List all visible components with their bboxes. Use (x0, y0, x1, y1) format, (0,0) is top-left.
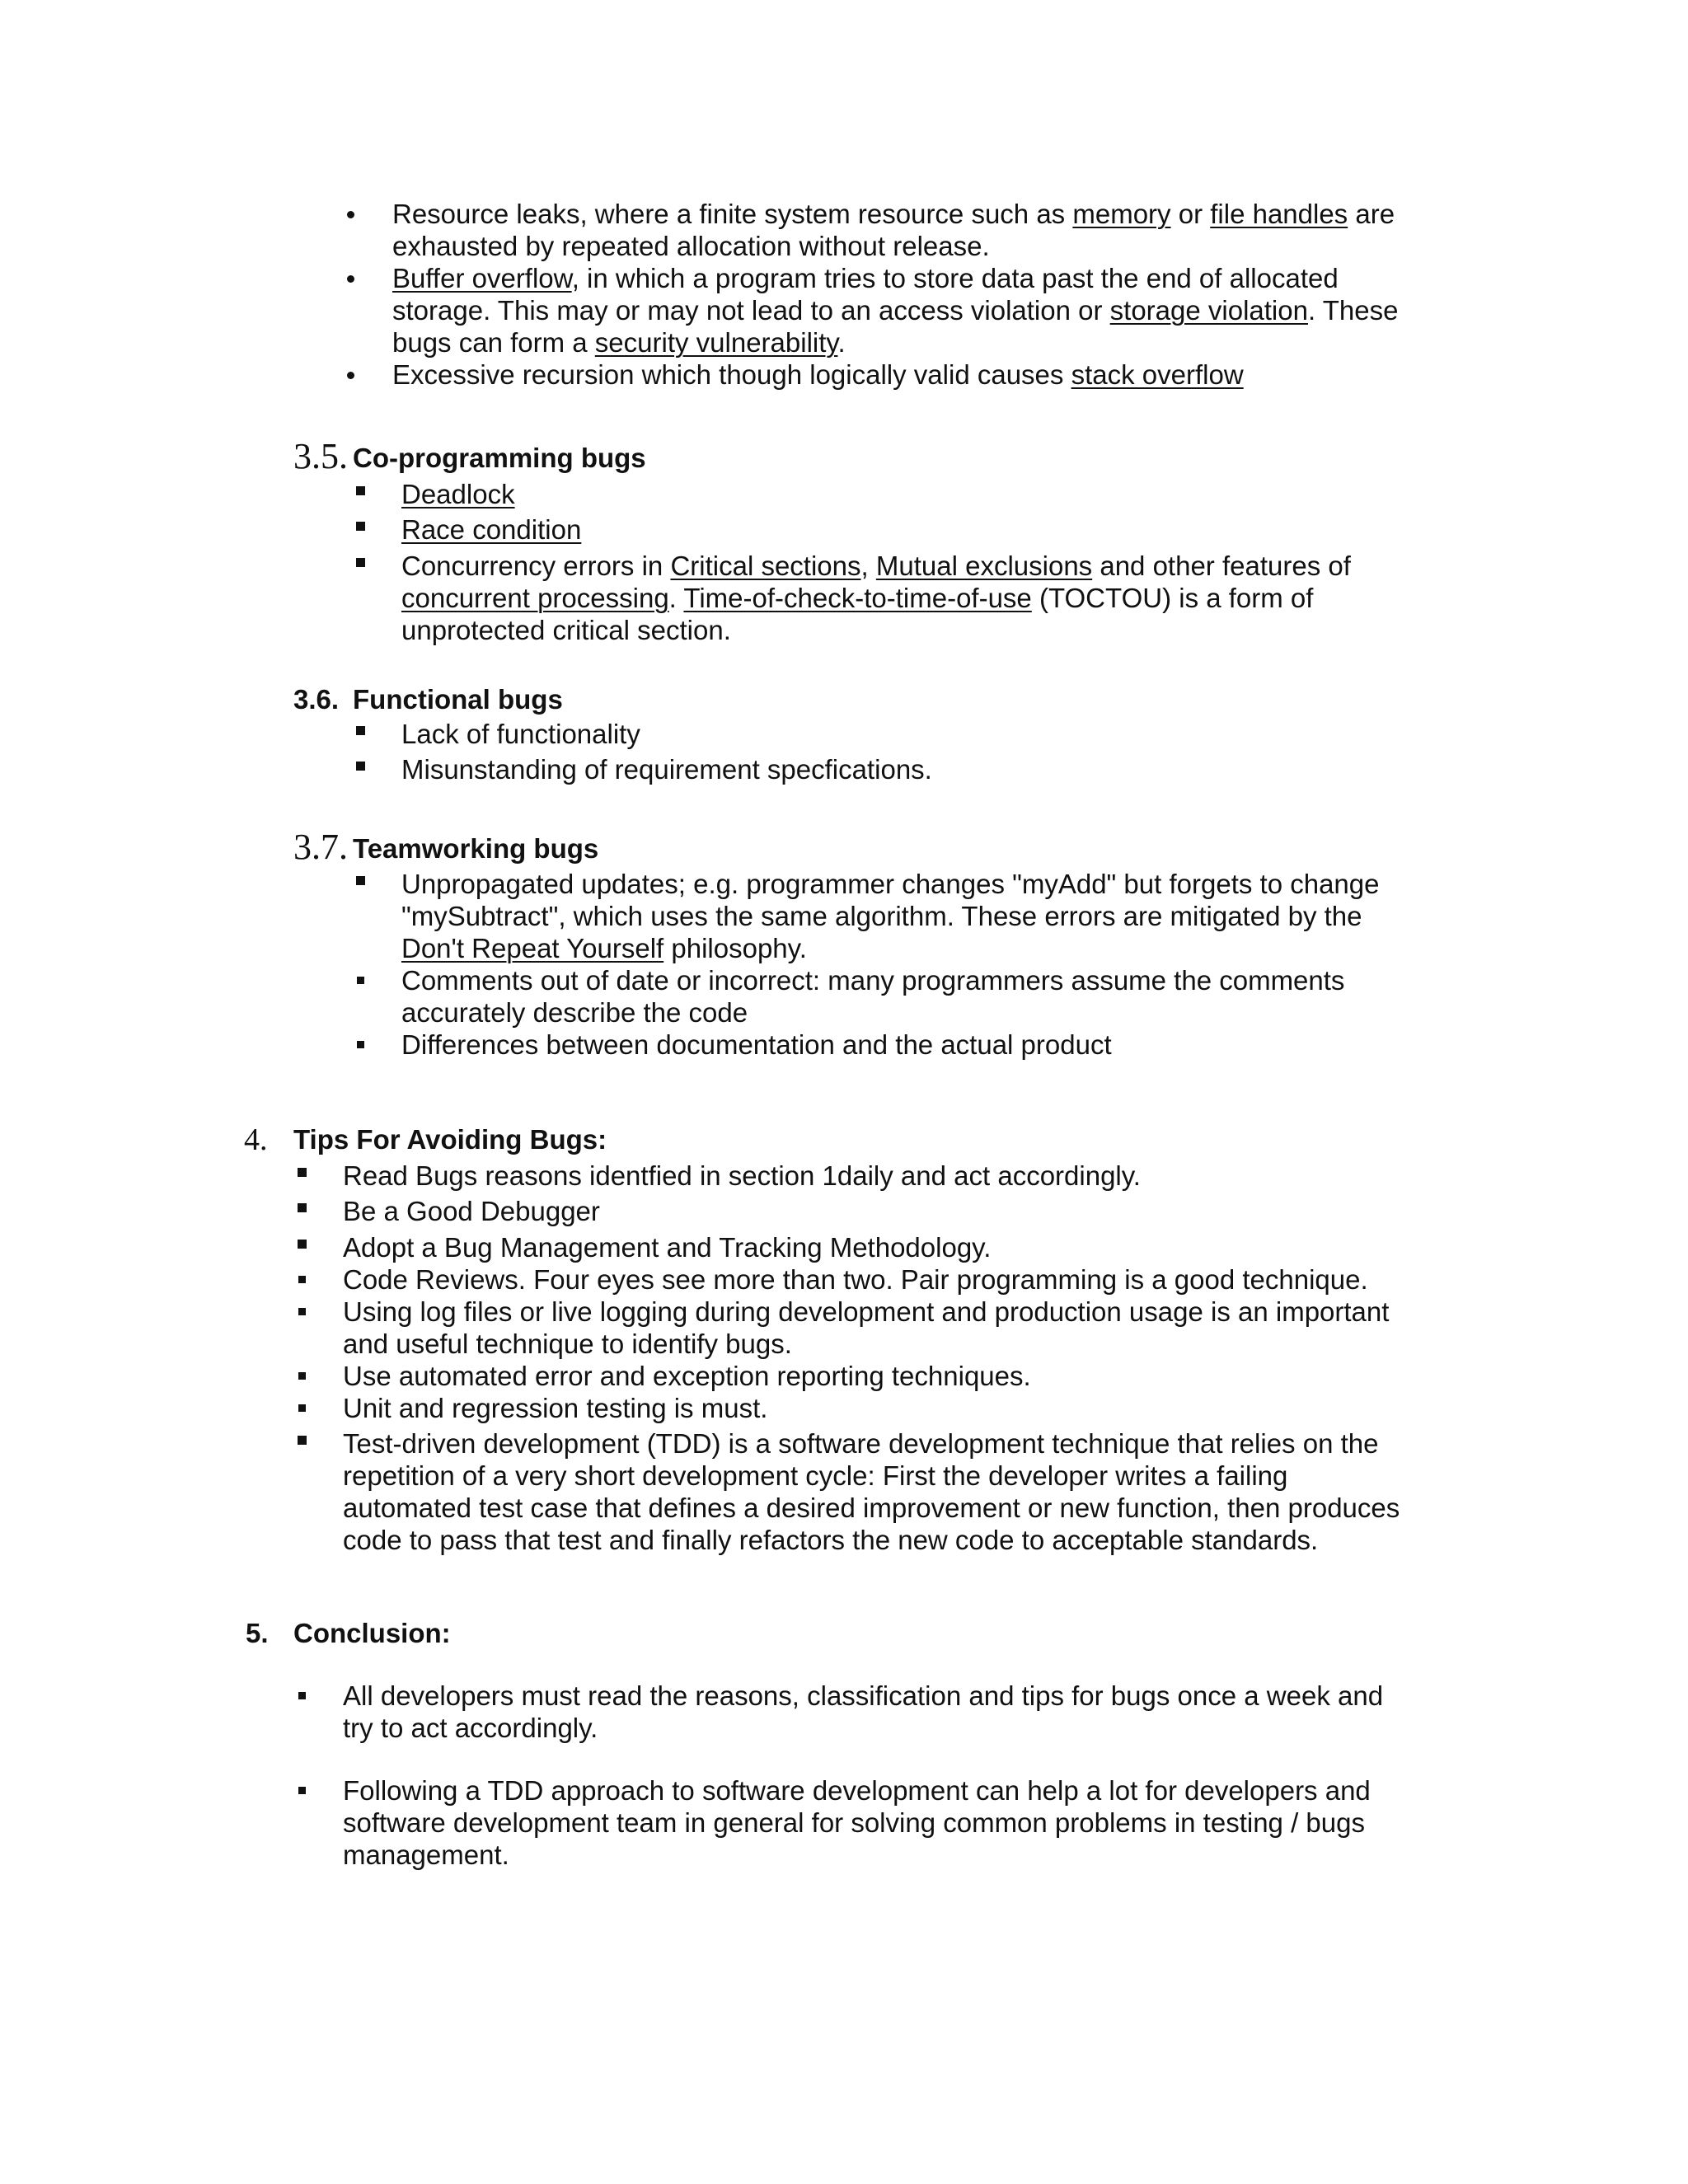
link-mutual-exclusions[interactable]: Mutual exclusions (875, 551, 1093, 581)
list-item-tip: Adopt a Bug Management and Tracking Methodology. (343, 1232, 992, 1263)
link-buffer-overflow[interactable]: Buffer overflow (392, 263, 572, 293)
link-memory[interactable]: memory (1072, 199, 1171, 229)
bullet-square-icon (298, 1436, 307, 1445)
bullet-square-icon (356, 558, 365, 567)
link-dont-repeat-yourself[interactable]: Don't Repeat Yourself (401, 933, 664, 963)
list-item-tip-cont: repetition of a very short development cycle: First the developer writes a failing (343, 1460, 1288, 1491)
bullet-square-icon (356, 876, 365, 885)
link-stack-overflow[interactable]: stack overflow (1071, 359, 1244, 390)
list-item-tip: Use automated error and exception reporting techniques. (343, 1361, 1031, 1391)
list-item-conclusion: Following a TDD approach to software development can help a lot for developers and (343, 1775, 1371, 1806)
list-item-deadlock (401, 478, 515, 510)
section-title-conclusion: Conclusion: (293, 1618, 451, 1648)
bullet-square-icon (298, 1276, 306, 1283)
list-item-misunderstanding: Misunstanding of requirement specfications. (401, 754, 932, 785)
bullet-square-icon (298, 1168, 307, 1177)
list-item-concurrency (401, 550, 1351, 582)
bullet-dot-icon (347, 211, 354, 218)
list-item-lack-functionality: Lack of functionality (401, 719, 640, 749)
link-file-handles[interactable]: file handles (1210, 199, 1348, 229)
bullet-square-icon (357, 977, 364, 984)
list-item-unpropagated-line2: "mySubtract", which uses the same algorithm. These errors are mitigated by the (401, 901, 1362, 931)
text-run: or (1170, 199, 1211, 229)
list-item-conclusion-cont: try to act accordingly. (343, 1713, 598, 1743)
list-item-concurrency-line3: unprotected critical section. (401, 615, 731, 645)
list-item-tip: Using log files or live logging during development and production usage is an important (343, 1296, 1390, 1327)
bullet-square-icon (298, 1203, 307, 1212)
bullet-square-icon (298, 1692, 306, 1699)
bullet-square-icon (298, 1404, 306, 1412)
text-run: Excessive recursion which though logically valid causes (392, 359, 1071, 390)
section-number-5: 5. (246, 1618, 269, 1648)
bullet-square-icon (356, 762, 365, 771)
list-item-tip-cont: code to pass that test and finally refactors the new code to acceptable standards. (343, 1525, 1319, 1555)
text-run: philosophy. (663, 933, 807, 963)
list-item-tip-cont: automated test case that defines a desired improvement or new function, then produces (343, 1493, 1400, 1523)
bullet-square-icon (357, 1041, 364, 1048)
list-item-conclusion-cont: software development team in general for solving common problems in testing / bugs (343, 1807, 1365, 1838)
list-item-race-condition (401, 513, 581, 546)
bullet-square-icon (298, 1787, 306, 1794)
bullet-square-icon (356, 522, 365, 531)
list-item-conclusion-cont: management. (343, 1840, 509, 1870)
section-number-3-7: 3.7. (293, 827, 348, 867)
list-item-comments-line2: accurately describe the code (401, 997, 748, 1028)
list-item-documentation: Differences between documentation and the actual product (401, 1029, 1112, 1060)
bullet-dot-icon (347, 275, 354, 283)
link-critical-sections[interactable]: Critical sections (670, 551, 861, 581)
list-item-recursion (392, 359, 1244, 391)
list-item-concurrency-line2 (401, 582, 1313, 614)
link-deadlock[interactable]: Deadlock (401, 479, 515, 509)
list-item-unpropagated-line3 (401, 932, 807, 964)
bullet-dot-icon (347, 372, 354, 379)
list-item-unpropagated: Unpropagated updates; e.g. programmer changes "myAdd" but forgets to change (401, 869, 1380, 899)
list-item-tip: Test-driven development (TDD) is a software development technique that relies on the (343, 1428, 1379, 1459)
list-item-buffer-overflow-line2 (392, 294, 1398, 326)
section-number-4: 4. (244, 1122, 268, 1157)
section-number-3-6: 3.6. (293, 684, 340, 715)
text-run: . These (1307, 295, 1399, 326)
text-run: (TOCTOU) is a form of (1031, 583, 1314, 613)
text-run: . (668, 583, 684, 613)
text-run: Resource leaks, where a finite system resource such as (392, 199, 1073, 229)
list-item-buffer-overflow-line3 (392, 326, 846, 359)
list-item-buffer-overflow (392, 262, 1339, 294)
list-item-resource-leaks-cont: exhausted by repeated allocation without release. (392, 231, 990, 261)
list-item-tip: Unit and regression testing is must. (343, 1393, 768, 1423)
text-run: Concurrency errors in (401, 551, 671, 581)
text-run: are (1348, 199, 1395, 229)
bullet-square-icon (298, 1308, 306, 1315)
list-item-tip: Be a Good Debugger (343, 1196, 600, 1226)
list-item-conclusion: All developers must read the reasons, classification and tips for bugs once a week and (343, 1680, 1384, 1711)
section-number-3-5: 3.5. (293, 436, 348, 476)
text-run: storage. This may or may not lead to an access violation or (392, 295, 1110, 326)
link-race-condition[interactable]: Race condition (401, 514, 582, 545)
text-run: . (837, 327, 846, 358)
list-item-resource-leaks (392, 198, 1395, 230)
list-item-tip-cont: and useful technique to identify bugs. (343, 1329, 792, 1359)
bullet-square-icon (356, 486, 365, 495)
link-toctou[interactable]: Time-of-check-to-time-of-use (683, 583, 1032, 613)
section-title-teamworking: Teamworking bugs (353, 833, 599, 864)
text-run: bugs can form a (392, 327, 595, 358)
bullet-square-icon (298, 1372, 306, 1380)
text-run: and other features of (1092, 551, 1351, 581)
text-run: , (860, 551, 876, 581)
list-item-comments: Comments out of date or incorrect: many programmers assume the comments (401, 965, 1345, 996)
text-run: , in which a program tries to store data past the end of allocated (571, 263, 1339, 293)
link-storage-violation[interactable]: storage violation (1109, 295, 1308, 326)
section-title-functional: Functional bugs (353, 684, 563, 715)
list-item-tip: Code Reviews. Four eyes see more than two. Pair programming is a good technique. (343, 1264, 1368, 1295)
section-title-co-programming: Co-programming bugs (353, 443, 646, 473)
list-item-tip: Read Bugs reasons identfied in section 1daily and act accordingly. (343, 1160, 1141, 1191)
link-concurrent-processing[interactable]: concurrent processing (401, 583, 669, 613)
bullet-square-icon (356, 726, 365, 735)
bullet-square-icon (298, 1240, 307, 1249)
link-security-vulnerability[interactable]: security vulnerability (594, 327, 838, 358)
section-title-tips: Tips For Avoiding Bugs: (293, 1124, 607, 1155)
